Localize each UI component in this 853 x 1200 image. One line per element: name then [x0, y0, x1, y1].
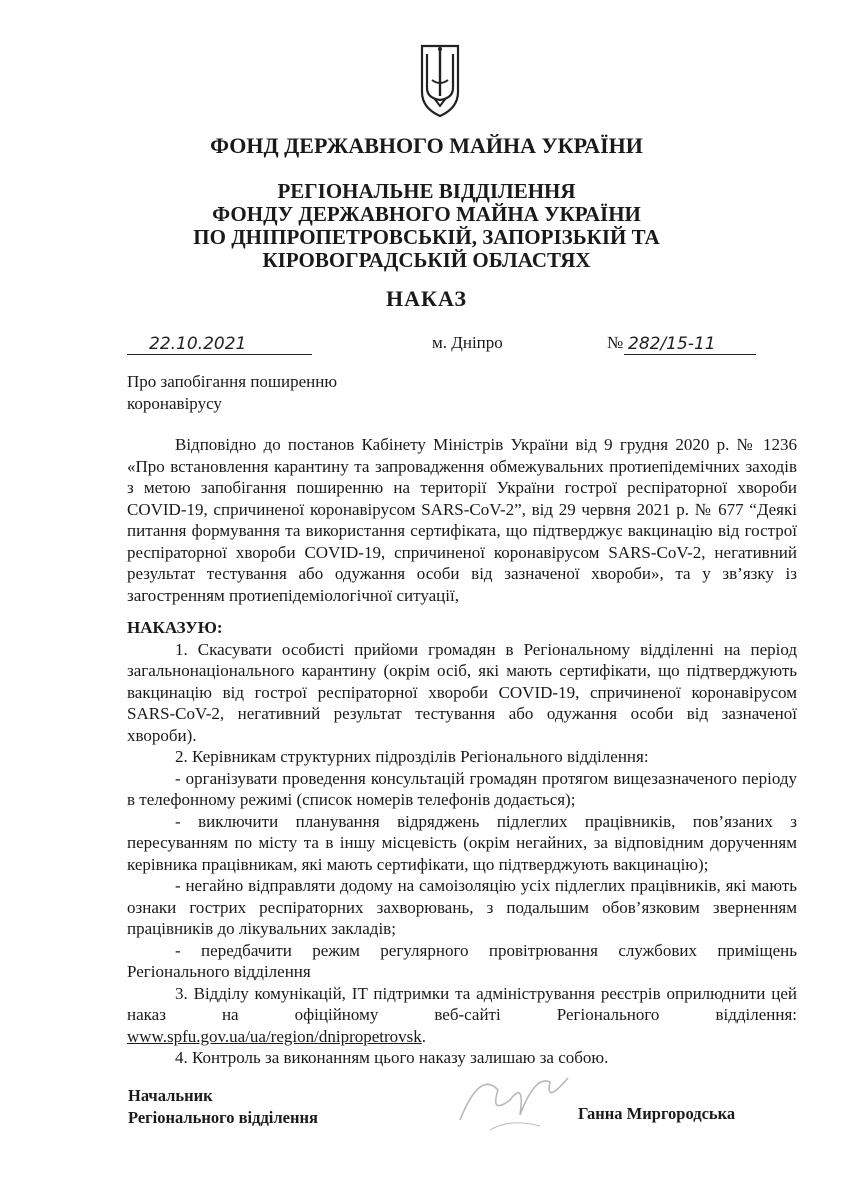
signatory-title-line: Начальник [128, 1086, 213, 1105]
date-field [127, 332, 312, 355]
order-subitem: - організувати проведення консультацій громадян протягом вищезазначеного періоду в телефонному режимі (список номерів телефонів додається); [127, 768, 797, 809]
order-item-3-text: 3. Відділу комунікацій, IT підтримки та адміністрування реєстрів оприлюднити цей наказ на офіційному веб-сайті Регіонального відділення: [127, 983, 797, 1024]
city: м. Дніпро [432, 333, 503, 352]
region-line: ФОНДУ ДЕРЖАВНОГО МАЙНА УКРАЇНИ [212, 202, 641, 226]
region-line: ПО ДНІПРОПЕТРОВСЬКІЙ, ЗАПОРІЗЬКІЙ ТА [193, 225, 660, 249]
order-item-3-end: . [421, 1026, 427, 1046]
fund-heading: ФОНД ДЕРЖАВНОГО МАЙНА УКРАЇНИ [210, 133, 643, 158]
order-item-4: 4. Контроль за виконанням цього наказу залишаю за собою. [175, 1048, 609, 1067]
order-subitem: - передбачити режим регулярного провітрювання службових приміщень Регіонального відділення [127, 940, 797, 981]
signatory-title [128, 1085, 318, 1129]
subject-line: Про запобігання поширенню [127, 372, 338, 391]
signatory-name: Ганна Миргородська [578, 1104, 736, 1123]
order-item-2: 2. Керівникам структурних підрозділів Регіонального відділення: [175, 747, 649, 766]
order-item-3 [127, 983, 797, 1048]
handwritten-number: 282/15-11 [628, 334, 716, 354]
number-field [624, 332, 756, 355]
number-label: № [607, 333, 624, 352]
handwritten-signature [450, 1060, 580, 1140]
order-subitem: - негайно відправляти додому на самоізоляцію усіх підлеглих працівників, які мають ознаки гострих респіраторних захворювань, з подальшим обов’язковим зверненням працівників до лікувальних закладів; [127, 876, 797, 938]
region-line: РЕГІОНАЛЬНЕ ВІДДІЛЕННЯ [277, 179, 576, 203]
handwritten-date: 22.10.2021 [149, 334, 247, 354]
order-subitem: - виключити планування відряджень підлеглих працівників, пов’язаних з пересуванням по місту та в іншу місцевість (окрім негайних, за відповідним дорученням керівника працівникам, які мають сертифікати, що підтверджують вакцинацію); [127, 811, 797, 874]
signatory-title-line: Регіонального відділення [128, 1108, 318, 1127]
orders-heading: НАКАЗУЮ: [127, 618, 223, 637]
coat-of-arms-icon [418, 40, 462, 118]
subject [127, 371, 387, 415]
subject-line: коронавірусу [127, 394, 222, 413]
order-item-1: 1. Скасувати особисті прийоми громадян в Регіональному відділенні на період загальнонаціонального карантину (окрім осіб, які мають сертифікати, що підтверджують вакцинацію від гострої респіраторної хвороби COVID-19, спричиненої коронавірусом SARS-CoV-2, негативний результат тестування або одужання особи від зазначеної хвороби). [127, 639, 797, 745]
website-link[interactable]: www.spfu.gov.ua/ua/region/dnipropetrovsk [127, 1026, 422, 1046]
preamble-paragraph: Відповідно до постанов Кабінету Міністрів України від 9 грудня 2020 р. № 1236 «Про встановлення карантину та запровадження обмежувальних протиепідемічних заходів з метою запобігання поширенню на території України гострої респіраторної хвороби COVID-19, спричиненої коронавірусом SARS-CoV-2”, від 29 червня 2021 р. № 677 “Деякі питання формування та використання сертифіката, що підтверджує вакцинацію від гострої респіраторної хвороби COVID-19, спричиненої коронавірусом SARS-CoV-2, негативний результат тестування або одужання особи від зазначеної хвороби», та у зв’язку із загостренням протиепідеміологічної ситуації, [127, 435, 797, 605]
orders-section [127, 617, 797, 1069]
document-type: НАКАЗ [386, 286, 467, 311]
regional-office-heading [0, 180, 853, 272]
region-line: КІРОВОГРАДСЬКІЙ ОБЛАСТЯХ [262, 248, 591, 272]
